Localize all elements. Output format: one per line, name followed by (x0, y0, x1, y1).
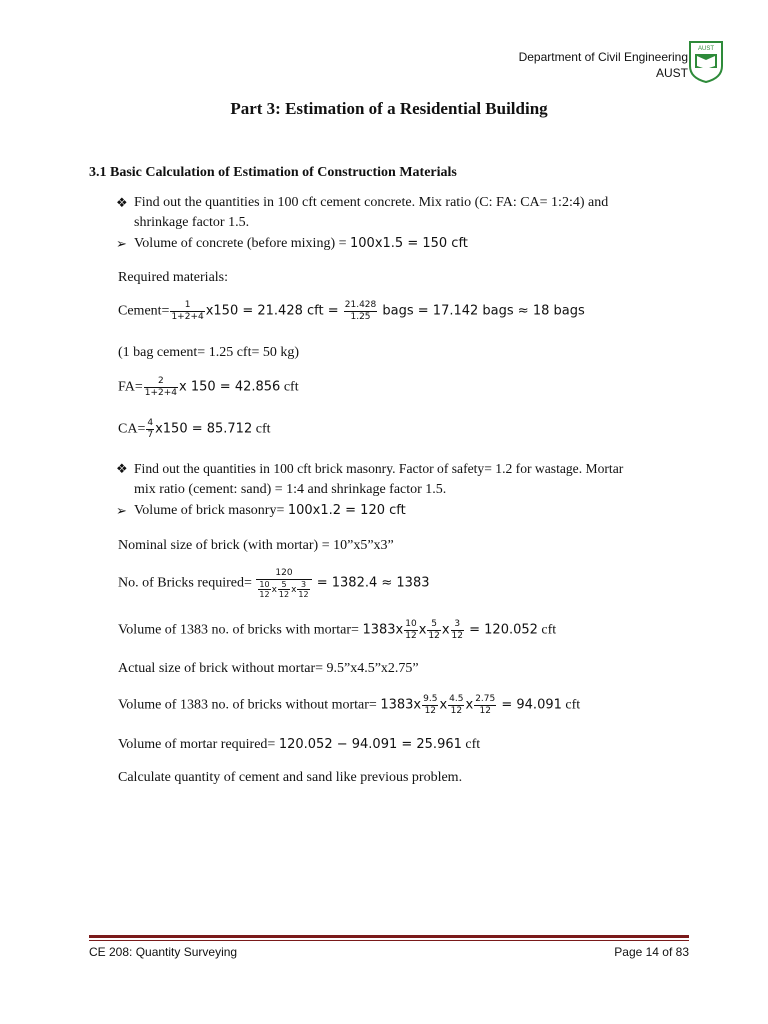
volume-with-mortar-calc: Volume of 1383 no. of bricks with mortar= 1383x $\frac{10}{12}$ x $\frac{5}{12}$ x $\frac{3}{12}$ = 120.052 cft (118, 619, 557, 641)
footer-page-number: Page 14 of 83 (614, 945, 689, 959)
bullet-2-line2: mix ratio (cement: sand) = 1:4 and shrinkage factor 1.5. (134, 482, 447, 497)
mortar-volume-calc: Volume of mortar required= 120.052 − 94.091 = 25.961 cft (118, 737, 481, 752)
bullet-1-line1: Find out the quantities in 100 cft cement concrete. Mix ratio (C: FA: CA= 1:2:4) and (134, 195, 609, 210)
calculate-note: Calculate quantity of cement and sand like previous problem. (118, 770, 463, 785)
aust-logo (688, 40, 724, 84)
bullet-2-line1: Find out the quantities in 100 cft brick masonry. Factor of safety= 1.2 for wastage. Mortar (134, 461, 624, 476)
footer-rule-thin (89, 940, 689, 941)
brick-masonry-volume: Volume of brick masonry= 100x1.2 = 120 cft (134, 503, 406, 518)
footer-course: CE 208: Quantity Surveying (89, 945, 238, 959)
arrow-bullet-icon: ➢ (116, 503, 127, 518)
concrete-volume: Volume of concrete (before mixing) = 100x1.5 = 150 cft (134, 236, 468, 251)
ca-calc: CA= $\frac{4}{7}$ x150 = 85.712 cft (118, 418, 271, 440)
fa-calc: FA= $\frac{2}{1+2+4}$ x 150 = 42.856 cft (118, 376, 299, 398)
bullet-diamond-icon: ❖ (116, 461, 128, 476)
bullet-diamond-icon: ❖ (116, 195, 128, 210)
nominal-size: Nominal size of brick (with mortar) = 10”x5”x3” (118, 538, 394, 553)
bag-note: (1 bag cement= 1.25 cft= 50 kg) (118, 345, 300, 360)
required-materials: Required materials: (118, 270, 229, 285)
section-heading: 3.1 Basic Calculation of Estimation of Construction Materials (89, 165, 457, 180)
svg-text:AUST: AUST (697, 46, 715, 52)
arrow-bullet-icon: ➢ (116, 236, 127, 251)
footer-rule (89, 935, 689, 938)
bricks-required-calc: No. of Bricks required= 120 $\frac{10}{12}$ x $\frac{5}{12}$ x $\frac{3}{12}$ = 1382.4 ≈ 1383 (118, 568, 430, 599)
institution-name: AUST (655, 66, 688, 80)
volume-without-mortar-calc: Volume of 1383 no. of bricks without mortar= 1383x $\frac{9.5}{12}$ x $\frac{4.5}{12}$ x $\frac{2.75}{12}$ = 94.091 cft (118, 694, 581, 716)
bullet-1-line2: shrinkage factor 1.5. (134, 215, 250, 230)
header-department (519, 49, 688, 81)
cement-calc: Cement= $\frac{1}{1+2+4}$ x150 = 21.428 cft = $\frac{21.428}{1.25}$ bags = 17.142 bags ≈ 18 bags (118, 300, 585, 322)
page-title: Part 3: Estimation of a Residential Building (230, 99, 548, 118)
actual-size: Actual size of brick without mortar= 9.5”x4.5”x2.75” (118, 661, 419, 676)
department-name: Department of Civil Engineering (518, 50, 688, 64)
